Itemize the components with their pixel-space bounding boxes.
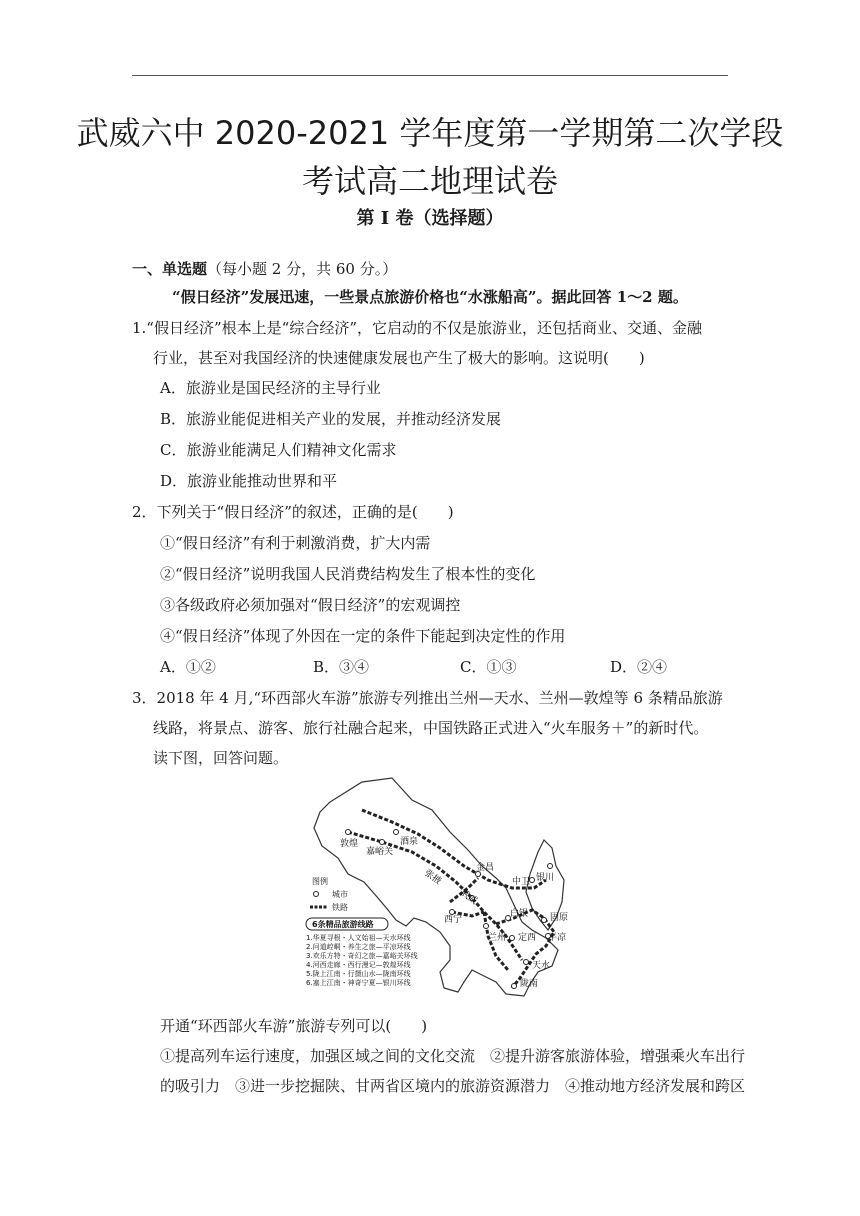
city-label-yinchuan: 银川 — [536, 873, 555, 883]
q3-sub-stem: 开通“环西部火车游”旅游专列可以( ) — [160, 1017, 428, 1035]
q2-statement-3: ③各级政府必须加强对“假日经济”的宏观调控 — [160, 596, 461, 614]
city-label-wuwei: 武威 — [458, 888, 479, 907]
q3-body-line2: 的吸引力 ③进一步挖掘陕、甘两省区境内的旅游资源潜力 ④推动地方经济发展和跨区 — [160, 1077, 746, 1095]
city-label-jiuquan: 酒泉 — [400, 837, 419, 847]
section-heading-note: （每小题 2 分，共 60 分。） — [207, 260, 398, 278]
city-label-zhongwei: 中卫 — [512, 877, 531, 887]
legend-city-label: 城市 — [332, 890, 348, 899]
q1-option-a: A．旅游业是国民经济的主导行业 — [160, 379, 381, 397]
city-label-xining: 西宁 — [444, 915, 463, 925]
q3-stem-line1: 3．2018 年 4 月,“环西部火车游”旅游专列推出兰州—天水、兰州—敦煌等 6 条精品旅游 — [132, 689, 723, 707]
routes-title: 6条精品旅游线路 — [312, 920, 374, 929]
q1-stem-line1: 1.“假日经济”根本上是“综合经济”，它启动的不仅是旅游业，还包括商业、交通、金融 — [132, 319, 702, 337]
q1-option-b: B．旅游业能促进相关产业的发展，并推动经济发展 — [160, 410, 502, 428]
route-5: 5.陇上江南・行摄山水—陇南环线 — [306, 970, 411, 978]
q2-statement-4: ④“假日经济”体现了外因在一定的条件下能起到决定性的作用 — [160, 627, 566, 645]
route-4: 4.河西走廊・西行漫记—敦煌环线 — [306, 961, 411, 969]
city-marker-jiayuguan — [380, 840, 385, 845]
railway-map — [300, 770, 570, 1005]
city-label-jiayuguan: 嘉峪关 — [366, 847, 394, 857]
city-label-dunhuang: 敦煌 — [340, 839, 359, 849]
city-marker-lanzhou — [484, 924, 489, 929]
q3-stem-line3: 读下图，回答问题。 — [153, 749, 289, 767]
city-marker-yinchuan — [548, 864, 553, 869]
q2-option-c: C．①③ — [460, 658, 517, 676]
legend-title: 图例 — [312, 877, 328, 886]
legend-rail-label: 铁路 — [332, 903, 348, 912]
city-label-pingliang: 平凉 — [548, 933, 567, 943]
city-marker-guyuan — [542, 918, 547, 923]
q1-option-d: D．旅游业能推动世界和平 — [160, 472, 338, 490]
city-marker-tianshui — [524, 960, 529, 965]
city-marker-dunhuang — [346, 830, 351, 835]
city-marker-jiuquan — [394, 830, 399, 835]
q3-body-line1: ①提高列车运行速度，加强区域之间的文化交流 ②提升游客旅游体验，增强乘火车出行 — [160, 1047, 746, 1065]
city-label-guyuan: 固原 — [550, 913, 569, 923]
q2-statement-2: ②“假日经济”说明我国人民消费结构发生了根本性的变化 — [160, 565, 536, 583]
header-rule — [132, 75, 728, 76]
section-heading — [132, 259, 397, 279]
q2-option-d: D．②④ — [610, 658, 668, 676]
city-marker-dingxi — [510, 936, 515, 941]
route-3: 3.欢乐方特・奇幻之旅—嘉峪关环线 — [306, 952, 418, 960]
city-label-zhangye: 张掖 — [422, 868, 443, 887]
route-6: 6.塞上江南・神奇宁夏—银川环线 — [306, 979, 411, 987]
q1-option-c: C．旅游业能满足人们精神文化需求 — [160, 441, 397, 459]
q2-stem: 2．下列关于“假日经济”的叙述，正确的是( ) — [132, 503, 454, 521]
city-label-longnan: 陇南 — [520, 979, 539, 989]
legend-city-symbol — [314, 892, 319, 897]
city-label-tianshui: 天水 — [532, 961, 551, 971]
section-intro: “假日经济”发展迅速，一些景点旅游价格也“水涨船高”。据此回答 1～2 题。 — [172, 288, 688, 306]
route-2: 2.问道崆峒・养生之旅—平凉环线 — [306, 943, 411, 951]
city-label-jinchang: 金昌 — [476, 863, 495, 873]
city-marker-zhongwei — [530, 878, 535, 883]
q2-statement-1: ①“假日经济”有利于刺激消费，扩大内需 — [160, 534, 431, 552]
q2-option-b: B．③④ — [313, 658, 370, 676]
route-1: 1.华夏寻根・人文始祖—天水环线 — [306, 934, 411, 942]
city-marker-xining — [450, 910, 455, 915]
q3-stem-line2: 线路，将景点、游客、旅行社融合起来，中国铁路正式进入“火车服务＋”的新时代。 — [153, 719, 709, 737]
q2-option-a: A．①② — [160, 658, 216, 676]
q1-stem-line2: 行业，甚至对我国经济的快速健康发展也产生了极大的影响。这说明( ) — [153, 349, 645, 367]
city-label-lanzhou: 兰州 — [488, 933, 507, 943]
city-label-baiyin: 白银 — [510, 909, 529, 919]
page-title-line1: 武威六中 2020-2021 学年度第一学期第二次学段 — [76, 114, 784, 152]
section-heading-label: 一、单选题 — [132, 260, 208, 278]
page-title-line2: 考试高二地理试卷 — [301, 162, 558, 200]
city-label-dingxi: 定西 — [518, 933, 537, 943]
city-marker-longnan — [512, 984, 517, 989]
section-subtitle: 第 I 卷（选择题） — [356, 208, 504, 229]
